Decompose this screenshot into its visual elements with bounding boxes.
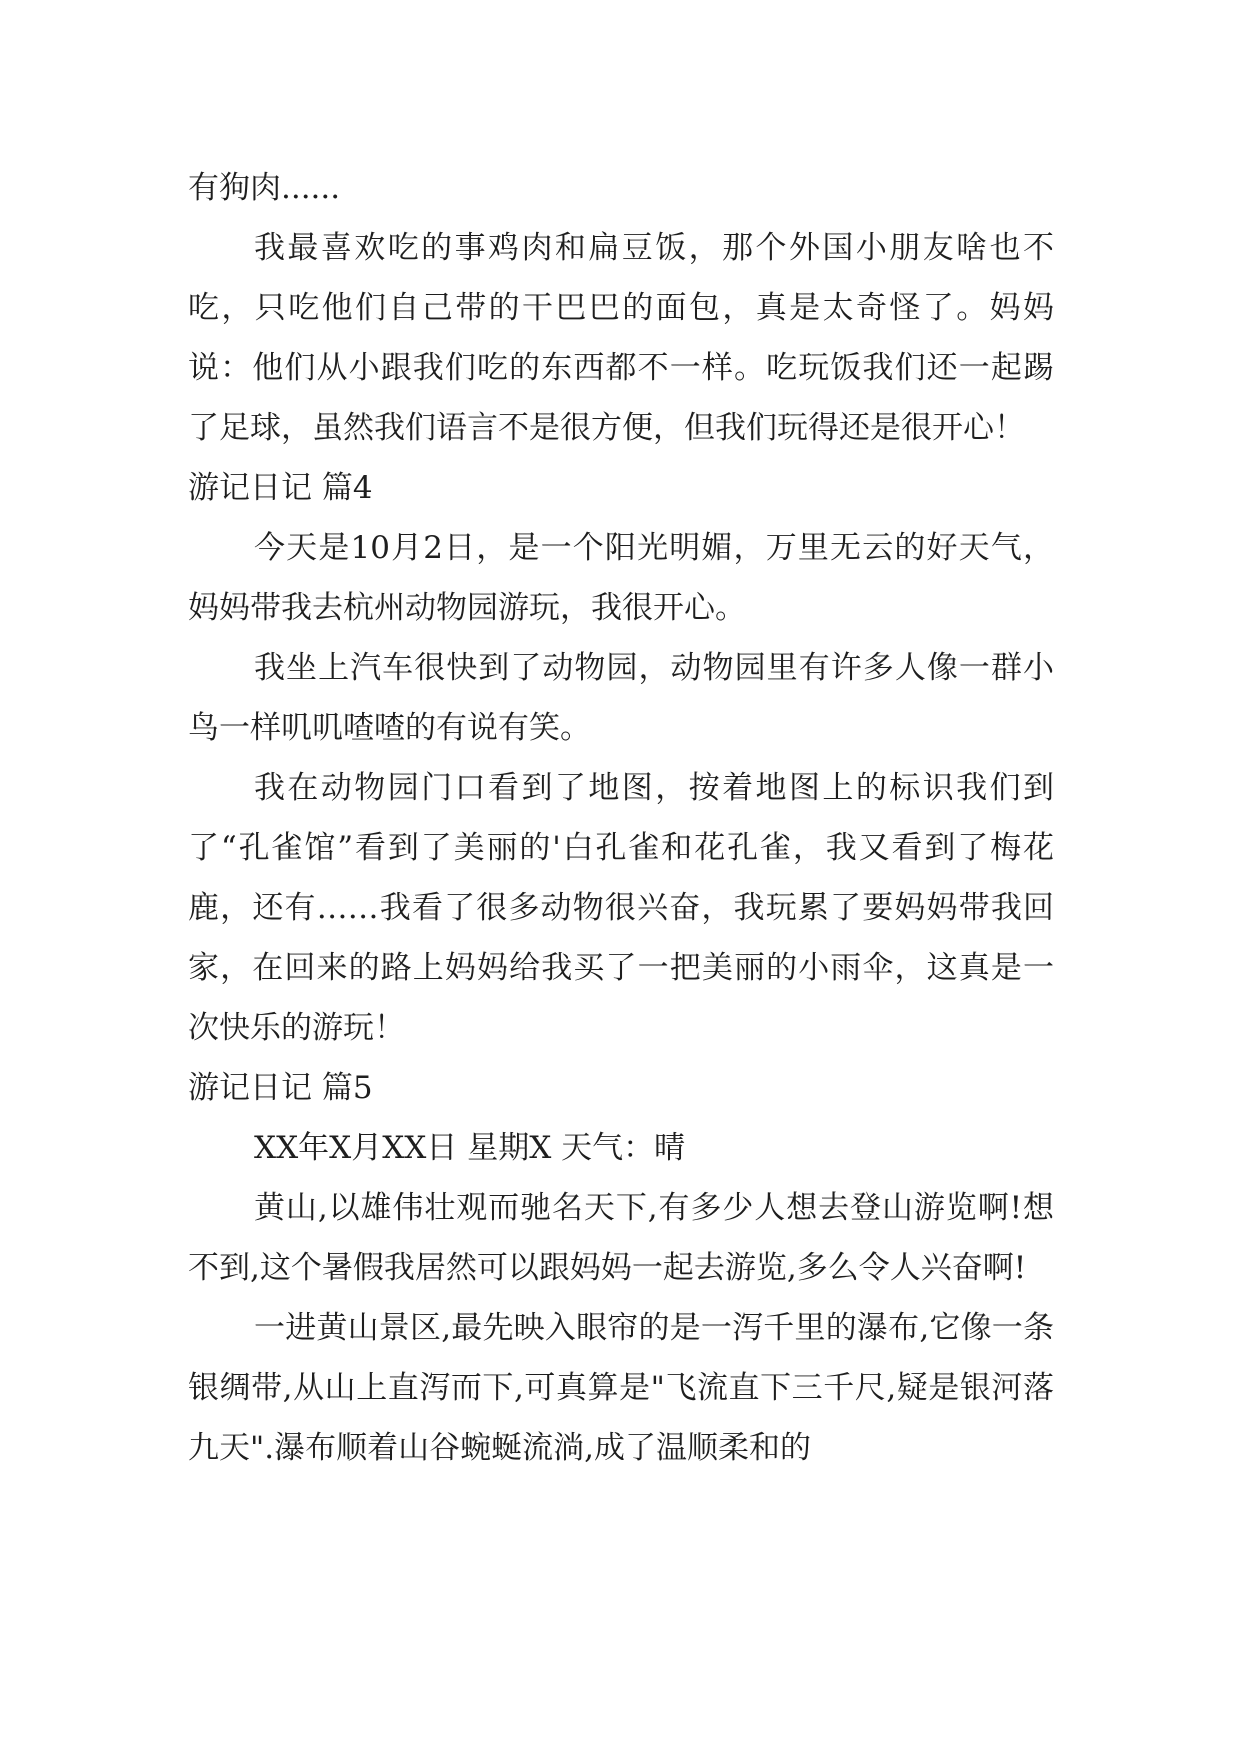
paragraph-body: 我坐上汽车很快到了动物园，动物园里有许多人像一群小鸟一样叽叽喳喳的有说有笑。 bbox=[188, 650, 1054, 746]
paragraph-body: 黄山,以雄伟壮观而驰名天下,有多少人想去登山游览啊!想不到,这个暑假我居然可以跟妈妈一起去游览,多么令人兴奋啊! bbox=[188, 1190, 1054, 1286]
paragraph-body: 我在动物园门口看到了地图，按着地图上的标识我们到了“孔雀馆”看到了美丽的'白孔雀和花孔雀，我又看到了梅花鹿，还有……我看了很多动物很兴奋，我玩累了要妈妈带我回家，在回来的路上妈妈给我买了一把美丽的小雨伞，这真是一次快乐的游玩！ bbox=[188, 770, 1054, 1046]
section-heading: 游记日记 篇4 bbox=[188, 470, 373, 506]
diary-date-line: XX年X月XX日 星期X 天气：晴 bbox=[254, 1130, 686, 1166]
paragraph-body: 今天是10月2日，是一个阳光明媚，万里无云的好天气，妈妈带我去杭州动物园游玩，我很开心。 bbox=[188, 530, 1054, 626]
paragraph-body: 一进黄山景区,最先映入眼帘的是一泻千里的瀑布,它像一条银绸带,从山上直泻而下,可真算是"飞流直下三千尺,疑是银河落九天".瀑布顺着山谷蜿蜒流淌,成了温顺柔和的 bbox=[188, 1310, 1054, 1466]
paragraph-body: 我最喜欢吃的事鸡肉和扁豆饭，那个外国小朋友啥也不吃，只吃他们自己带的干巴巴的面包，真是太奇怪了。妈妈说：他们从小跟我们吃的东西都不一样。吃玩饭我们还一起踢了足球，虽然我们语言不是很方便，但我们玩得还是很开心！ bbox=[188, 230, 1054, 446]
paragraph-continuation: 有狗肉...... bbox=[188, 170, 341, 206]
document-body bbox=[188, 158, 1054, 1478]
section-heading: 游记日记 篇5 bbox=[188, 1070, 373, 1106]
